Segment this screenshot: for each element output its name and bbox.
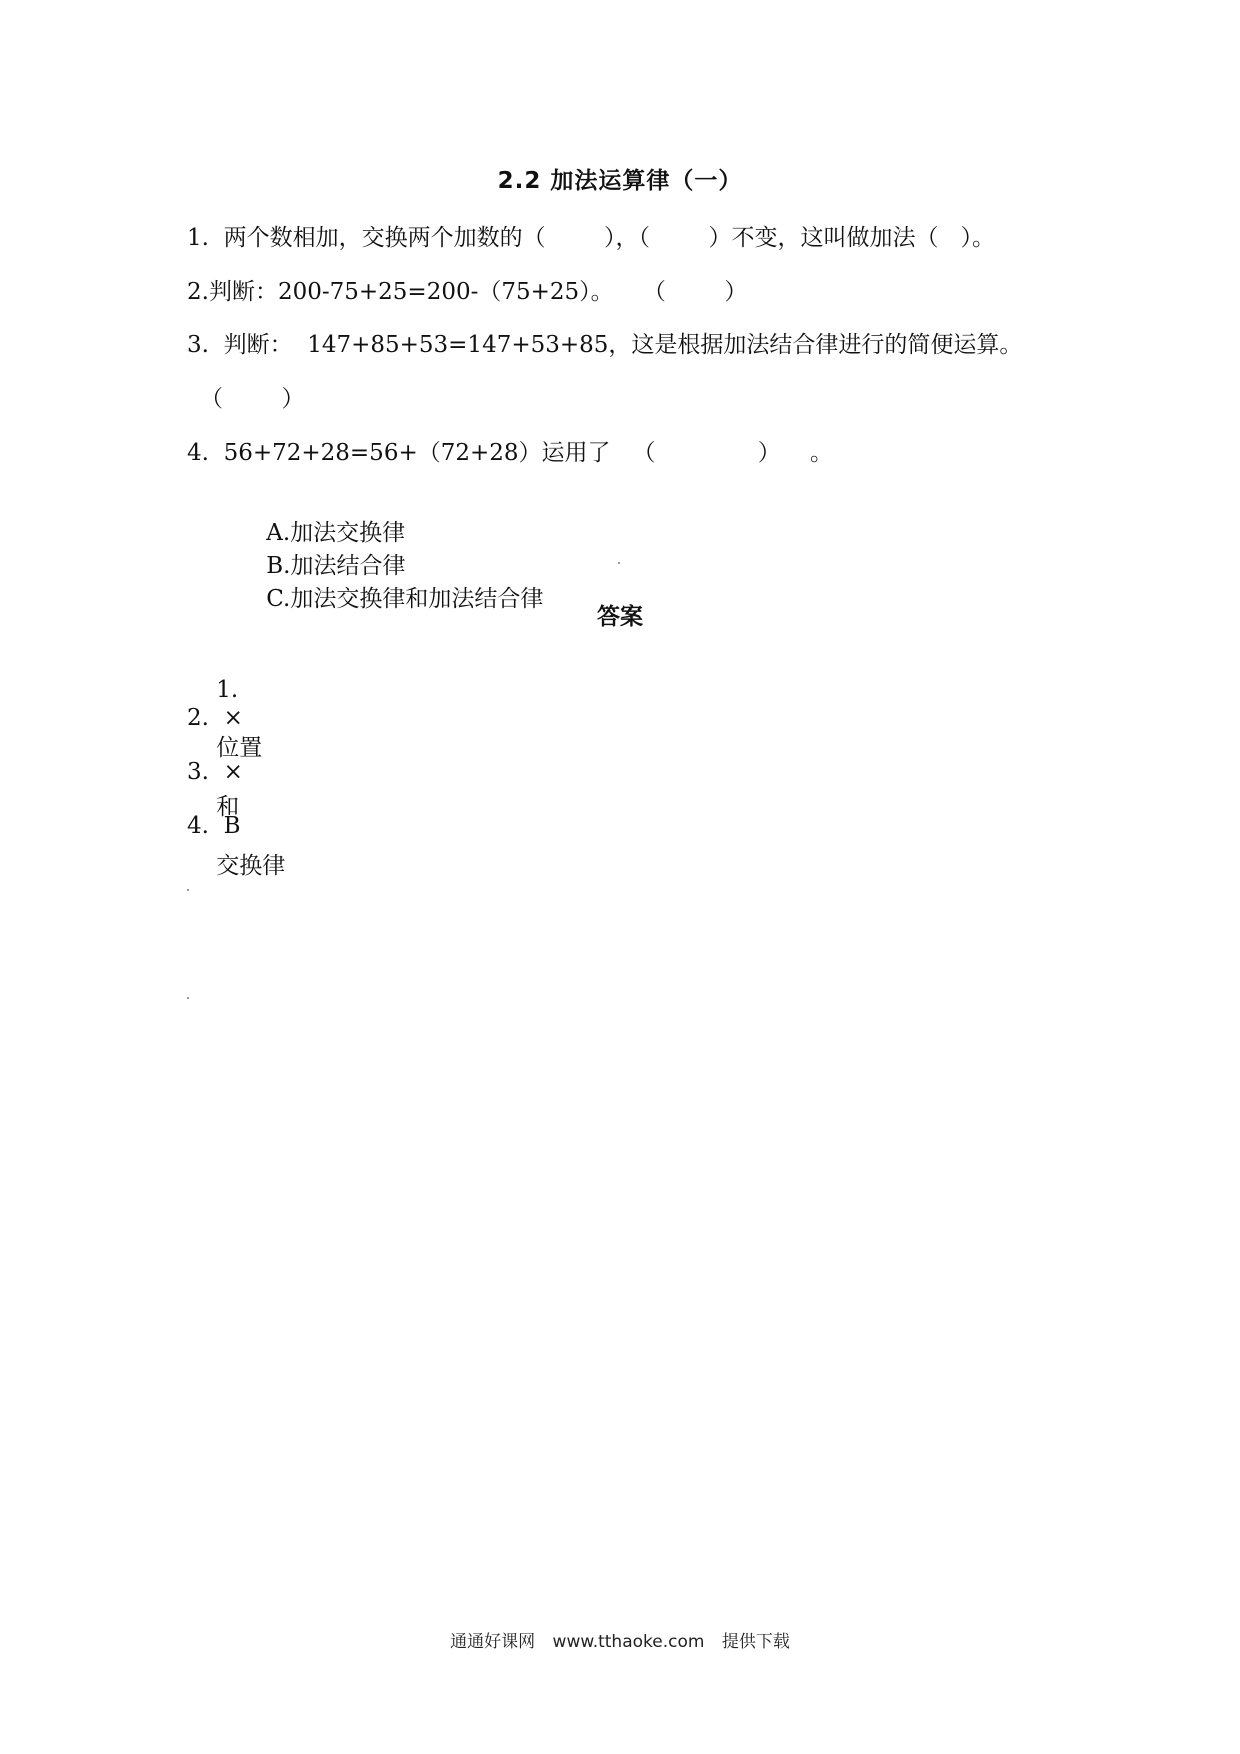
answer-1-number: 1. xyxy=(216,677,239,703)
question-3: 3. 判断： 147+85+53=147+53+85，这是根据加法结合律进行的简便运算。 xyxy=(187,332,1023,358)
answers-title: 答案 xyxy=(597,604,643,630)
footer-suffix: 提供下载 xyxy=(721,1632,790,1652)
stray-dot xyxy=(618,562,620,564)
answer-1-part-1: 位置 xyxy=(216,735,263,761)
answer-2: 2. × xyxy=(187,705,243,731)
option-b: B.加法结合律 xyxy=(266,553,406,579)
footer-site-name: 通通好课网 xyxy=(450,1632,536,1652)
answer-1-part-2: 和 xyxy=(216,794,240,820)
question-1: 1. 两个数相加，交换两个加数的（ ），（ ）不变，这叫做加法（ ）。 xyxy=(187,225,995,251)
answer-3: 3. × xyxy=(187,759,243,785)
stray-dot xyxy=(187,889,189,891)
stray-dot xyxy=(187,997,189,999)
footer-url[interactable]: www.tthaoke.com xyxy=(552,1632,705,1652)
question-2: 2.判断：200-75+25=200-（75+25）。 （ ） xyxy=(187,279,748,305)
answer-1-part-3: 交换律 xyxy=(216,853,286,879)
page-title: 2.2 加法运算律（一） xyxy=(497,168,743,194)
option-c: C.加法交换律和加法结合律 xyxy=(266,586,544,612)
option-a: A.加法交换律 xyxy=(266,520,406,546)
answer-4: 4. B xyxy=(187,813,241,839)
page-footer xyxy=(0,1627,1240,1652)
question-4: 4. 56+72+28=56+（72+28）运用了 （ ） 。 xyxy=(187,440,834,466)
question-3-answer-blank: （ ） xyxy=(200,386,305,412)
